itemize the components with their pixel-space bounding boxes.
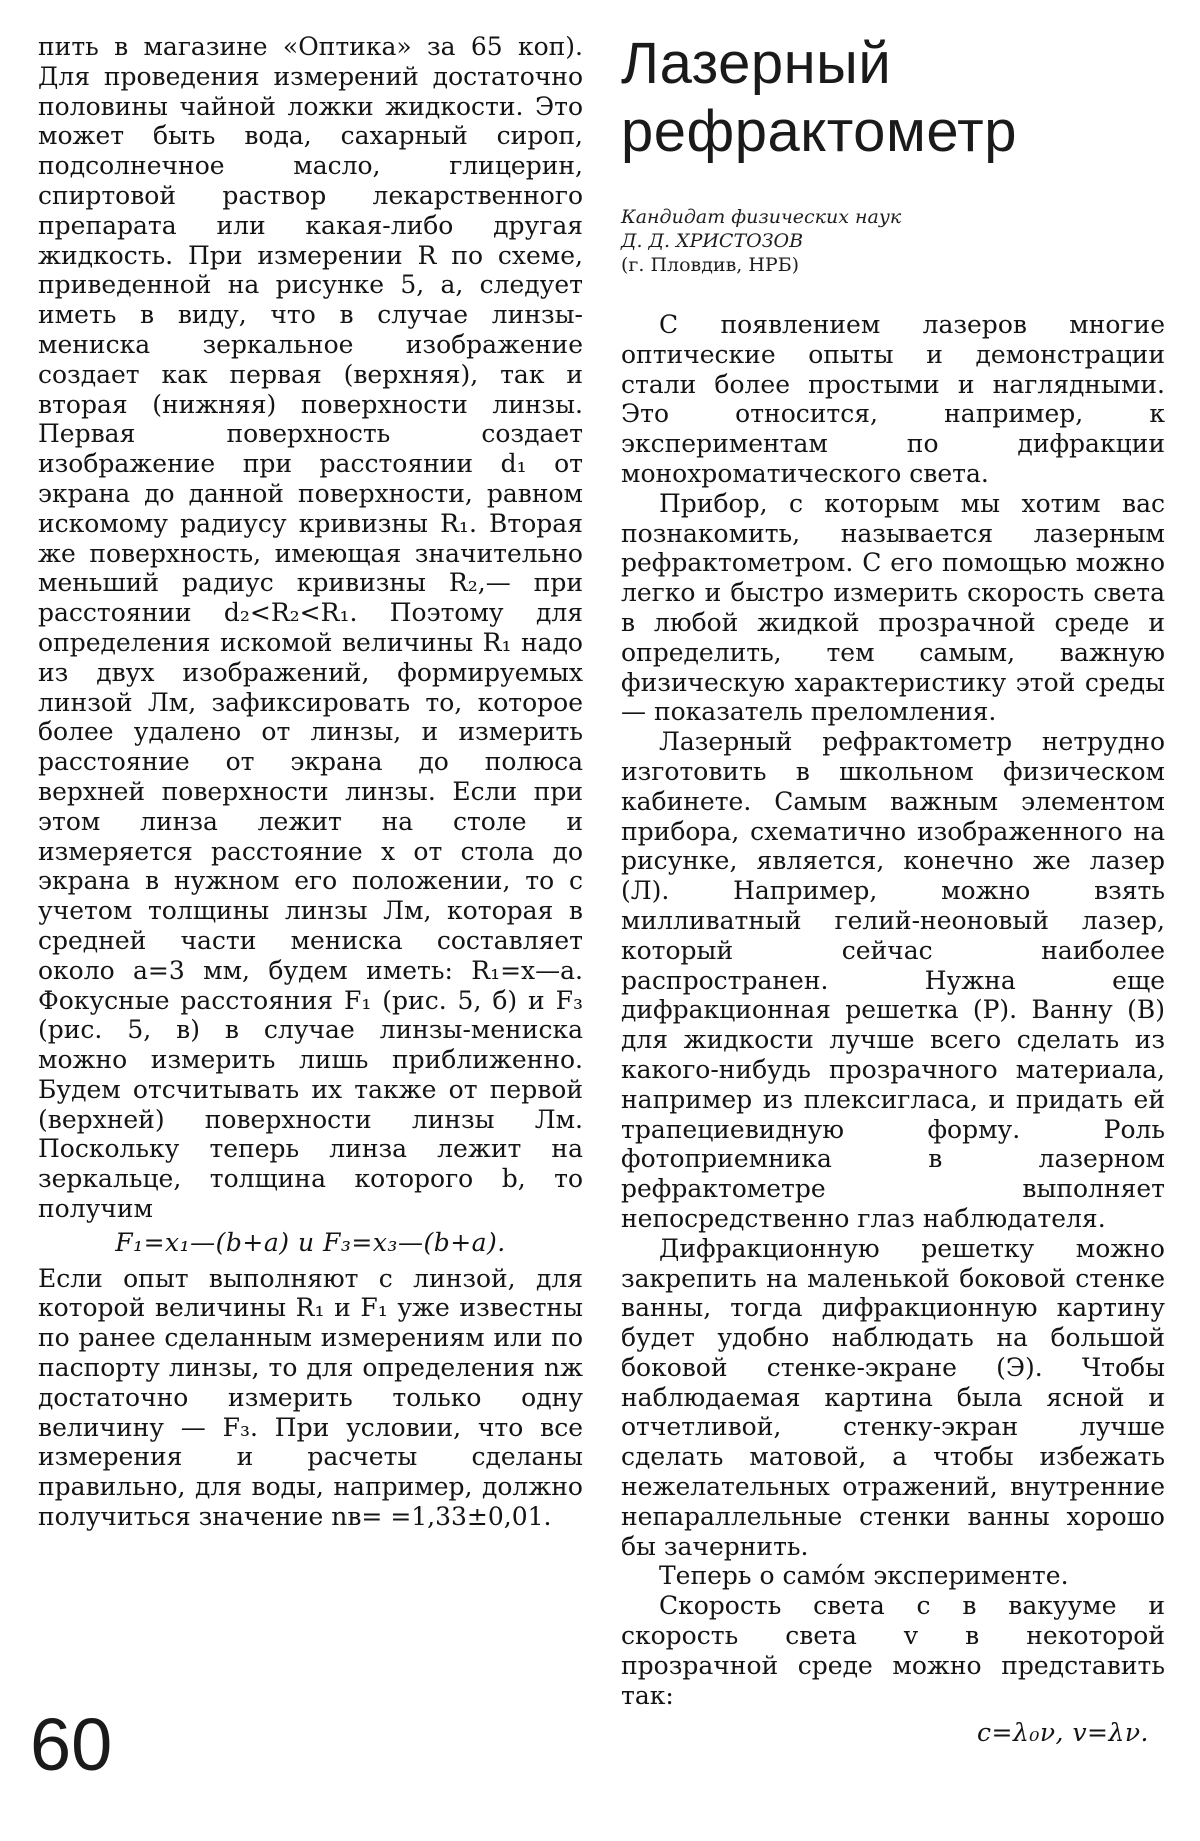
right-paragraph-4: Дифракционную решетку можно закрепить на маленькой боковой стенке ванны, тогда дифракционную картину будет удобно наблюдать на большой боковой стенке-экране (Э). Чтобы наблюдаемая картина была ясной и отчетливой, стенку-экран лучше сделать матовой, а чтобы избежать нежелательных отражений, внутренние непараллельные стенки ванны хорошо бы зачернить. xyxy=(621,1233,1165,1561)
author-byline xyxy=(621,205,901,277)
right-paragraph-6: Скорость света c в вакууме и скорость света v в некоторой прозрачной среде можно представить так: xyxy=(621,1591,1165,1710)
article-title-line-1: Лазерный xyxy=(621,31,892,96)
right-paragraph-3: Лазерный рефрактометр нетрудно изготовить в школьном физическом кабинете. Самым важным элементом прибора, схематично изображенного на рисунке, является, конечно же лазер (Л). Например, можно взять милливатный гелий-неоновый лазер, который сейчас наиболее распространен. Нужна еще дифракционная решетка (Р). Ванну (В) для жидкости лучше всего сделать из какого-нибудь прозрачного материала, например из плексигласа, и придать ей трапециевидную форму. Роль фотоприемника в лазерном рефрактометре выполняет непосредственно глаз наблюдателя. xyxy=(621,727,1165,1233)
left-paragraph-1: пить в магазине «Оптика» за 65 коп). Для проведения измерений достаточно половины чайной ложки жидкости. Это может быть вода, сахарный сироп, подсолнечное масло, глицерин, спиртовой раствор лекарственного препарата или какая-либо другая жидкость. При измерении R по схеме, приведенной на рисунке 5, а, следует иметь в виду, что в случае линзы-мениска зеркальное изображение создает как первая (верхняя), так и вторая (нижняя) поверхности линзы. Первая поверхность создает изображение при расстоянии d₁ от экрана до данной поверхности, равном искомому радиусу кривизны R₁. Вторая же поверхность, имеющая значительно меньший радиус кривизны R₂,— при расстоянии d₂<R₂<R₁. Поэтому для определения искомой величины R₁ надо из двух изображений, формируемых линзой Лм, зафиксировать то, которое более удалено от линзы, и измерить расстояние от экрана до полюса верхней поверхности линзы. Если при этом линза лежит на столе и измеряется расстояние x от стола до экрана в нужном его положении, то с учетом толщины линзы Лм, которая в средней части мениска составляет около a=3 мм, будем иметь: R₁=x—a. Фокусные расстояния F₁ (рис. 5, б) и F₃ (рис. 5, в) в случае линзы-мениска можно измерить лишь приближенно. Будем отсчитывать их также от первой (верхней) поверхности линзы Лм. Поскольку теперь линза лежит на зеркальце, толщина которого b, то получим xyxy=(38,32,583,1224)
right-paragraph-5: Теперь о самóм эксперименте. xyxy=(659,1561,1069,1591)
focal-length-formula: F₁=x₁—(b+a) и F₃=x₃—(b+a). xyxy=(115,1227,506,1257)
author-degree: Кандидат физических наук xyxy=(621,206,902,228)
article-title-line-2: рефрактометр xyxy=(621,99,1017,164)
page-number: 60 xyxy=(30,1703,113,1786)
right-paragraph-2: Прибор, с которым мы хотим вас познакомить, называется лазерным рефрактометром. С его помощью можно легко и быстро измерить скорость света в любой жидкой прозрачной среде и определить, тем самым, важную физическую характеристику этой среды — показатель преломления. xyxy=(621,488,1165,727)
light-speed-formula: c=λ₀ν, v=λν. xyxy=(977,1718,1149,1748)
left-paragraph-2: Если опыт выполняют с линзой, для которой величины R₁ и F₁ уже известны по ранее сделанным измерениям или по паспорту линзы, то для определения nж достаточно измерить только одну величину — F₃. При условии, что все измерения и расчеты сделаны правильно, для воды, например, должно получиться значение nв= =1,33±0,01. xyxy=(38,1263,583,1532)
author-name: Д. Д. ХРИСТОЗОВ xyxy=(621,230,804,252)
article-title xyxy=(621,30,1017,166)
right-paragraph-1: С появлением лазеров многие оптические опыты и демонстрации стали более простыми и наглядными. Это относится, например, к экспериментам по дифракции монохроматического света. xyxy=(621,310,1165,488)
left-text-column xyxy=(38,32,583,1532)
right-text-column xyxy=(621,310,1165,1748)
author-location: (г. Пловдив, НРБ) xyxy=(621,254,800,276)
